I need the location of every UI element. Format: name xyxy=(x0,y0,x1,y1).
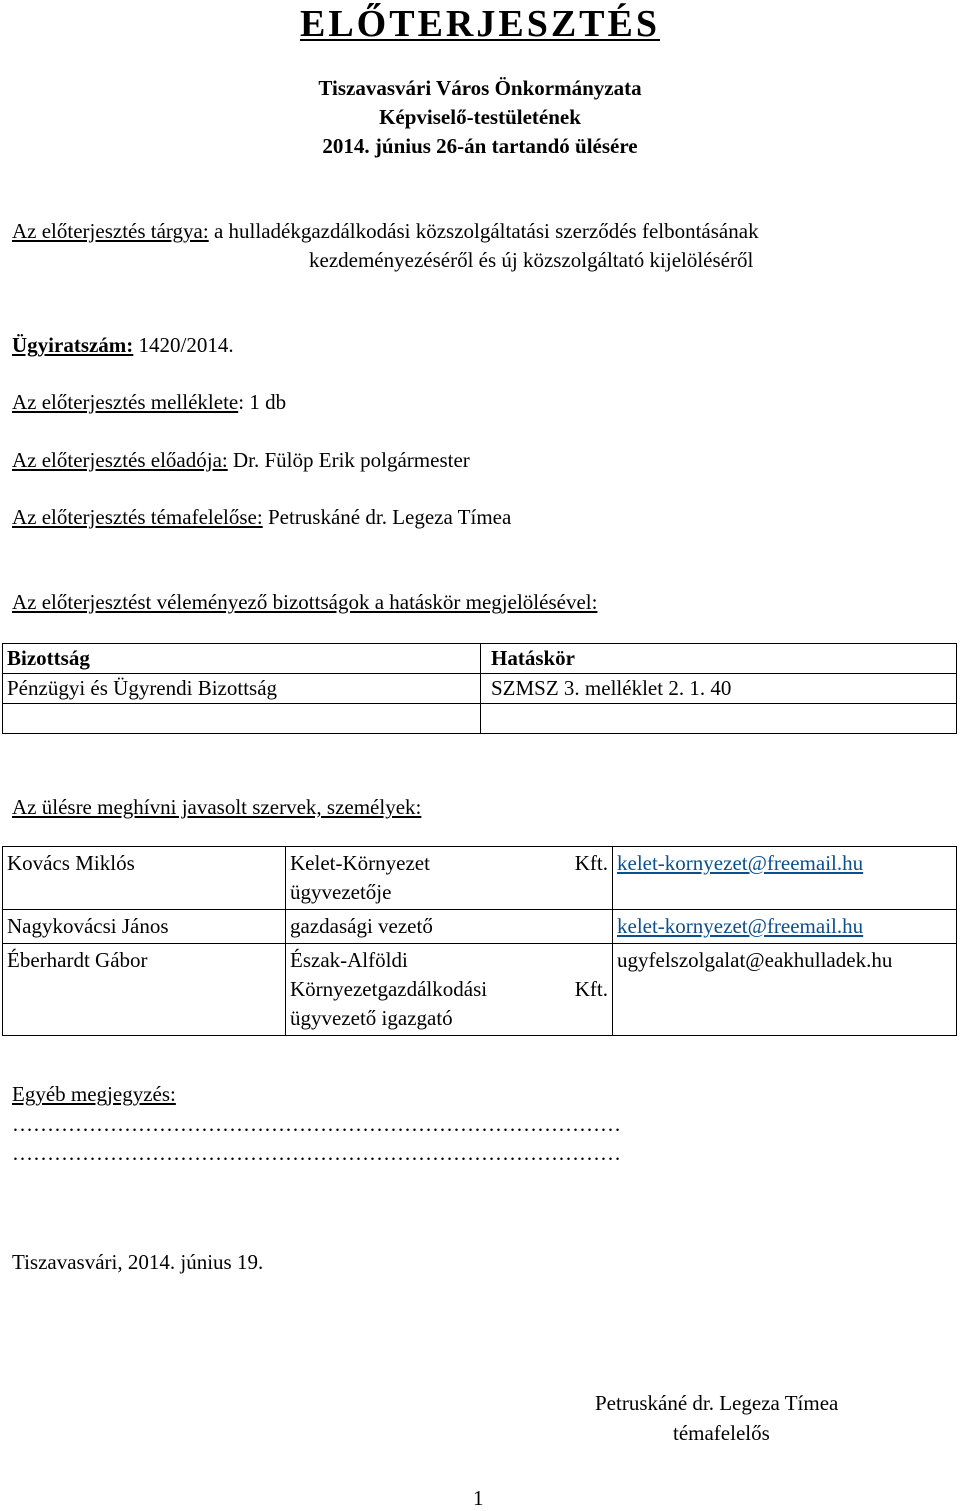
responsible-value: Petruskáné dr. Legeza Tímea xyxy=(267,505,512,529)
table-row xyxy=(3,910,957,944)
invitee-email: ugyfelszolgalat@eakhulladek.hu xyxy=(613,944,957,1036)
subject-line-1: a hulladékgazdálkodási közszolgáltatási szerződés felbontásának xyxy=(213,219,759,243)
case-number-value: 1420/2014. xyxy=(138,333,234,357)
invitee-role: Észak-Alföldi Környezetgazdálkodási Kft. ügyvezető igazgató xyxy=(286,944,613,1036)
case-number xyxy=(12,333,234,358)
committee-cell xyxy=(3,704,481,734)
email-link[interactable]: kelet-kornyezet@freemail.hu xyxy=(617,914,864,938)
attachment xyxy=(12,390,286,415)
subject xyxy=(12,219,759,244)
subject-label: Az előterjesztés tárgya: xyxy=(12,219,209,243)
invitee-name: Éberhardt Gábor xyxy=(3,944,286,1036)
header-line-3: 2014. június 26-án tartandó ülésére xyxy=(322,134,638,158)
document-title: ELŐTERJESZTÉS xyxy=(299,3,661,45)
invitee-email[interactable] xyxy=(613,910,957,944)
invitee-role: gazdasági vezető xyxy=(286,910,613,944)
authority-cell: SZMSZ 3. melléklet 2. 1. 40 xyxy=(481,674,957,704)
responsible xyxy=(12,505,511,530)
responsible-label: Az előterjesztés témafelelőse: xyxy=(12,505,263,529)
place-date: Tiszavasvári, 2014. június 19. xyxy=(12,1250,264,1274)
notes-label: Egyéb megjegyzés: xyxy=(12,1082,176,1106)
notes-dots-1: …………………………………………………………………………… xyxy=(12,1112,621,1136)
presenter-label: Az előterjesztés előadója: xyxy=(12,448,228,472)
invitee-name: Kovács Miklós xyxy=(3,847,286,910)
committee-cell: Pénzügyi és Ügyrendi Bizottság xyxy=(3,674,481,704)
invitee-role: Kelet-Környezet Kft. ügyvezetője xyxy=(286,847,613,910)
signature-name: Petruskáné dr. Legeza Tímea xyxy=(595,1391,839,1415)
table-row xyxy=(3,644,957,674)
table-row xyxy=(3,704,957,734)
header-line-1: Tiszavasvári Város Önkormányzata xyxy=(318,76,642,100)
authority-header: Hatáskör xyxy=(481,644,957,674)
invitees-heading: Az ülésre meghívni javasolt szervek, személyek: xyxy=(12,795,422,819)
committees-heading: Az előterjesztést véleményező bizottságok a hatáskör megjelölésével: xyxy=(12,590,598,614)
invitee-email[interactable] xyxy=(613,847,957,910)
presenter xyxy=(12,448,470,473)
notes-dots-2: …………………………………………………………………………… xyxy=(12,1141,621,1165)
case-number-label: Ügyiratszám: xyxy=(12,333,134,357)
table-row xyxy=(3,847,957,910)
attachment-label: Az előterjesztés melléklete xyxy=(12,390,239,414)
page-number: 1 xyxy=(473,1486,484,1510)
header-line-2: Képviselő-testületének xyxy=(379,105,581,129)
invitee-name: Nagykovácsi János xyxy=(3,910,286,944)
authority-cell xyxy=(481,704,957,734)
table-row xyxy=(3,674,957,704)
committee-header: Bizottság xyxy=(3,644,481,674)
presenter-value: Dr. Fülöp Erik polgármester xyxy=(232,448,470,472)
committees-table xyxy=(2,643,957,734)
invitees-table xyxy=(2,846,957,1036)
signature-role: témafelelős xyxy=(673,1421,770,1445)
table-row xyxy=(3,944,957,1036)
attachment-value: : 1 db xyxy=(238,390,287,414)
email-link[interactable]: kelet-kornyezet@freemail.hu xyxy=(617,851,864,875)
subject-line-2: kezdeményezéséről és új közszolgáltató kijelöléséről xyxy=(309,248,754,272)
